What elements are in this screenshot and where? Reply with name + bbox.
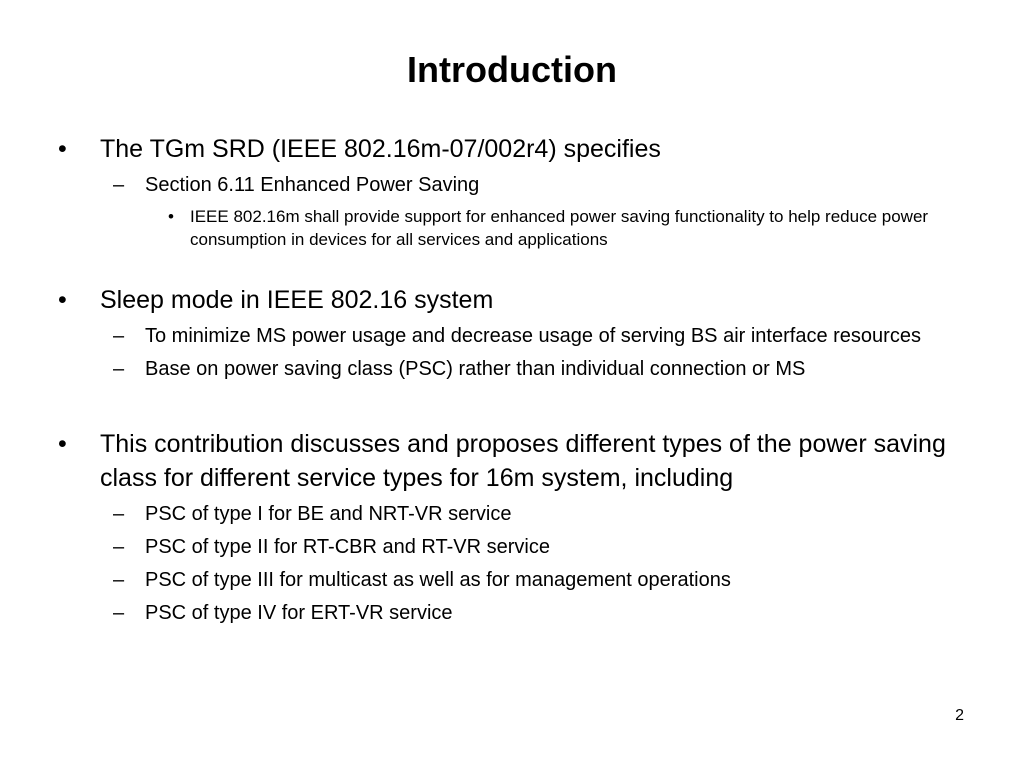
sub-sub-bullet-item — [58, 205, 958, 251]
dash-icon: – — [113, 569, 125, 591]
bullet-item — [58, 427, 958, 495]
dash-icon: – — [113, 602, 125, 624]
page-number: 2 — [955, 707, 964, 724]
sub-bullet-text: Base on power saving class (PSC) rather than individual connection or MS — [145, 358, 806, 380]
slide-body — [58, 132, 958, 627]
sub-bullet-item — [58, 501, 958, 528]
sub-sub-bullet-text: IEEE 802.16m shall provide support for enhanced power saving functionality to help reduce power consumption in devices for all services and applications — [190, 207, 929, 249]
sub-bullet-item — [58, 323, 958, 350]
bullet-item — [58, 283, 958, 317]
sub-bullet-text: PSC of type III for multicast as well as for management operations — [145, 569, 731, 591]
bullet-icon: • — [168, 207, 174, 226]
dash-icon: – — [113, 174, 125, 196]
bullet-text: Sleep mode in IEEE 802.16 system — [100, 286, 494, 314]
dash-icon: – — [113, 358, 125, 380]
sub-bullet-item — [58, 356, 958, 383]
sub-bullet-item — [58, 172, 958, 199]
bullet-icon: • — [58, 430, 67, 458]
bullet-icon: • — [58, 135, 67, 163]
sub-bullet-text: To minimize MS power usage and decrease usage of serving BS air interface resources — [145, 325, 921, 347]
sub-bullet-item — [58, 534, 958, 561]
bullet-text: This contribution discusses and proposes different types of the power saving class for different service types for 16m system, including — [100, 430, 946, 492]
sub-bullet-text: Section 6.11 Enhanced Power Saving — [145, 174, 480, 196]
sub-bullet-item — [58, 567, 958, 594]
dash-icon: – — [113, 503, 125, 525]
sub-bullet-item — [58, 600, 958, 627]
bullet-item — [58, 132, 958, 166]
bullet-text: The TGm SRD (IEEE 802.16m-07/002r4) specifies — [100, 135, 661, 163]
sub-bullet-text: PSC of type I for BE and NRT-VR service — [145, 503, 512, 525]
slide-title: Introduction — [407, 49, 617, 90]
sub-bullet-text: PSC of type II for RT-CBR and RT-VR service — [145, 536, 550, 558]
sub-bullet-text: PSC of type IV for ERT-VR service — [145, 602, 453, 624]
dash-icon: – — [113, 325, 125, 347]
bullet-icon: • — [58, 286, 67, 314]
dash-icon: – — [113, 536, 125, 558]
